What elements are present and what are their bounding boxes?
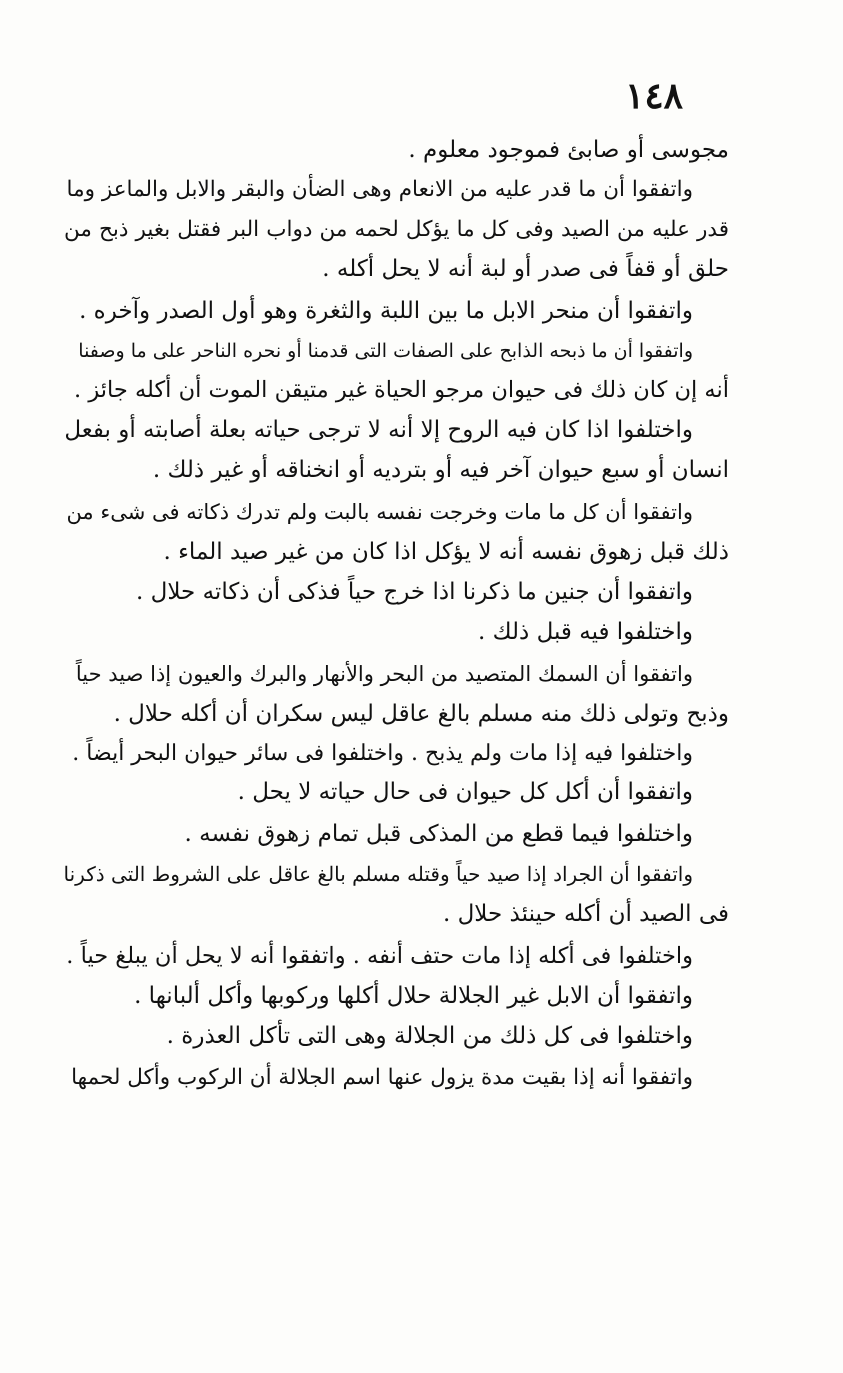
text-line: واتفقوا أن جنين ما ذكرنا اذا خرج حياً فذكى أن ذكاته حلال .: [136, 579, 693, 605]
text-line: واتفقوا أن منحر الابل ما بين اللبة والثغرة وهو أول الصدر وآخره .: [79, 298, 693, 324]
text-line: مجوسى أو صابئ فموجود معلوم .: [408, 137, 729, 163]
text-line: واختلفوا فيما قطع من المذكى قبل تمام زهوق نفسه .: [184, 821, 693, 847]
text-line: ذلك قبل زهوق نفسه أنه لا يؤكل اذا كان من غير صيد الماء .: [163, 539, 729, 565]
text-line: وذبح وتولى ذلك منه مسلم بالغ عاقل ليس سكران أن أكله حلال .: [113, 701, 729, 727]
text-line: واتفقوا أن الجراد إذا صيد حياً وقتله مسلم بالغ عاقل على الشروط التى ذكرنا: [63, 862, 693, 886]
text-line: واتفقوا أن أكل كل حيوان فى حال حياته لا يحل .: [237, 779, 693, 805]
text-line: واتفقوا أن ما ذبحه الذابح على الصفات التى قدمنا أو نحره الناحر على ما وصفنا: [78, 340, 693, 362]
text-line: واختلفوا اذا كان فيه الروح إلا أنه لا ترجى حياته بعلة أصابته أو بفعل: [64, 417, 693, 443]
page-number: ١٤٨: [624, 75, 683, 117]
text-line: واختلفوا فيه قبل ذلك .: [478, 619, 693, 645]
text-line: واتفقوا أن السمك المتصيد من البحر والأنهار والبرك والعيون إذا صيد حياً: [75, 662, 693, 686]
text-line: واتفقوا أن ما قدر عليه من الانعام وهى الضأن والبقر والابل والماعز وما: [66, 177, 693, 202]
text-line: واختلفوا فى أكله إذا مات حتف أنفه . واتفقوا أنه لا يحل أن يبلغ حياً .: [66, 943, 693, 969]
text-line: واختلفوا فى كل ذلك من الجلالة وهى التى تأكل العذرة .: [166, 1023, 693, 1049]
text-line: واتفقوا أنه إذا بقيت مدة يزول عنها اسم الجلالة أن الركوب وأكل لحمها: [71, 1065, 693, 1090]
text-line: فى الصيد أن أكله حينئذ حلال .: [442, 901, 729, 927]
text-line: واختلفوا فيه إذا مات ولم يذبح . واختلفوا فى سائر حيوان البحر أيضاً .: [72, 741, 693, 766]
text-line: واتفقوا أن كل ما مات وخرجت نفسه بالبت ولم تدرك ذكاته فى شىء من: [66, 500, 693, 524]
text-line: قدر عليه من الصيد وفى كل ما يؤكل لحمه من دواب البر فقتل بغير ذبح من: [64, 217, 729, 242]
text-line: انسان أو سبع حيوان آخر فيه أو بترديه أو انخناقه أو غير ذلك .: [152, 457, 729, 483]
text-line: حلق أو قفاً فى صدر أو لبة أنه لا يحل أكله .: [322, 256, 729, 282]
text-line: واتفقوا أن الابل غير الجلالة حلال أكلها وركوبها وأكل ألبانها .: [134, 983, 693, 1009]
text-line: أنه إن كان ذلك فى حيوان مرجو الحياة غير متيقن الموت أن أكله جائز .: [74, 377, 729, 403]
